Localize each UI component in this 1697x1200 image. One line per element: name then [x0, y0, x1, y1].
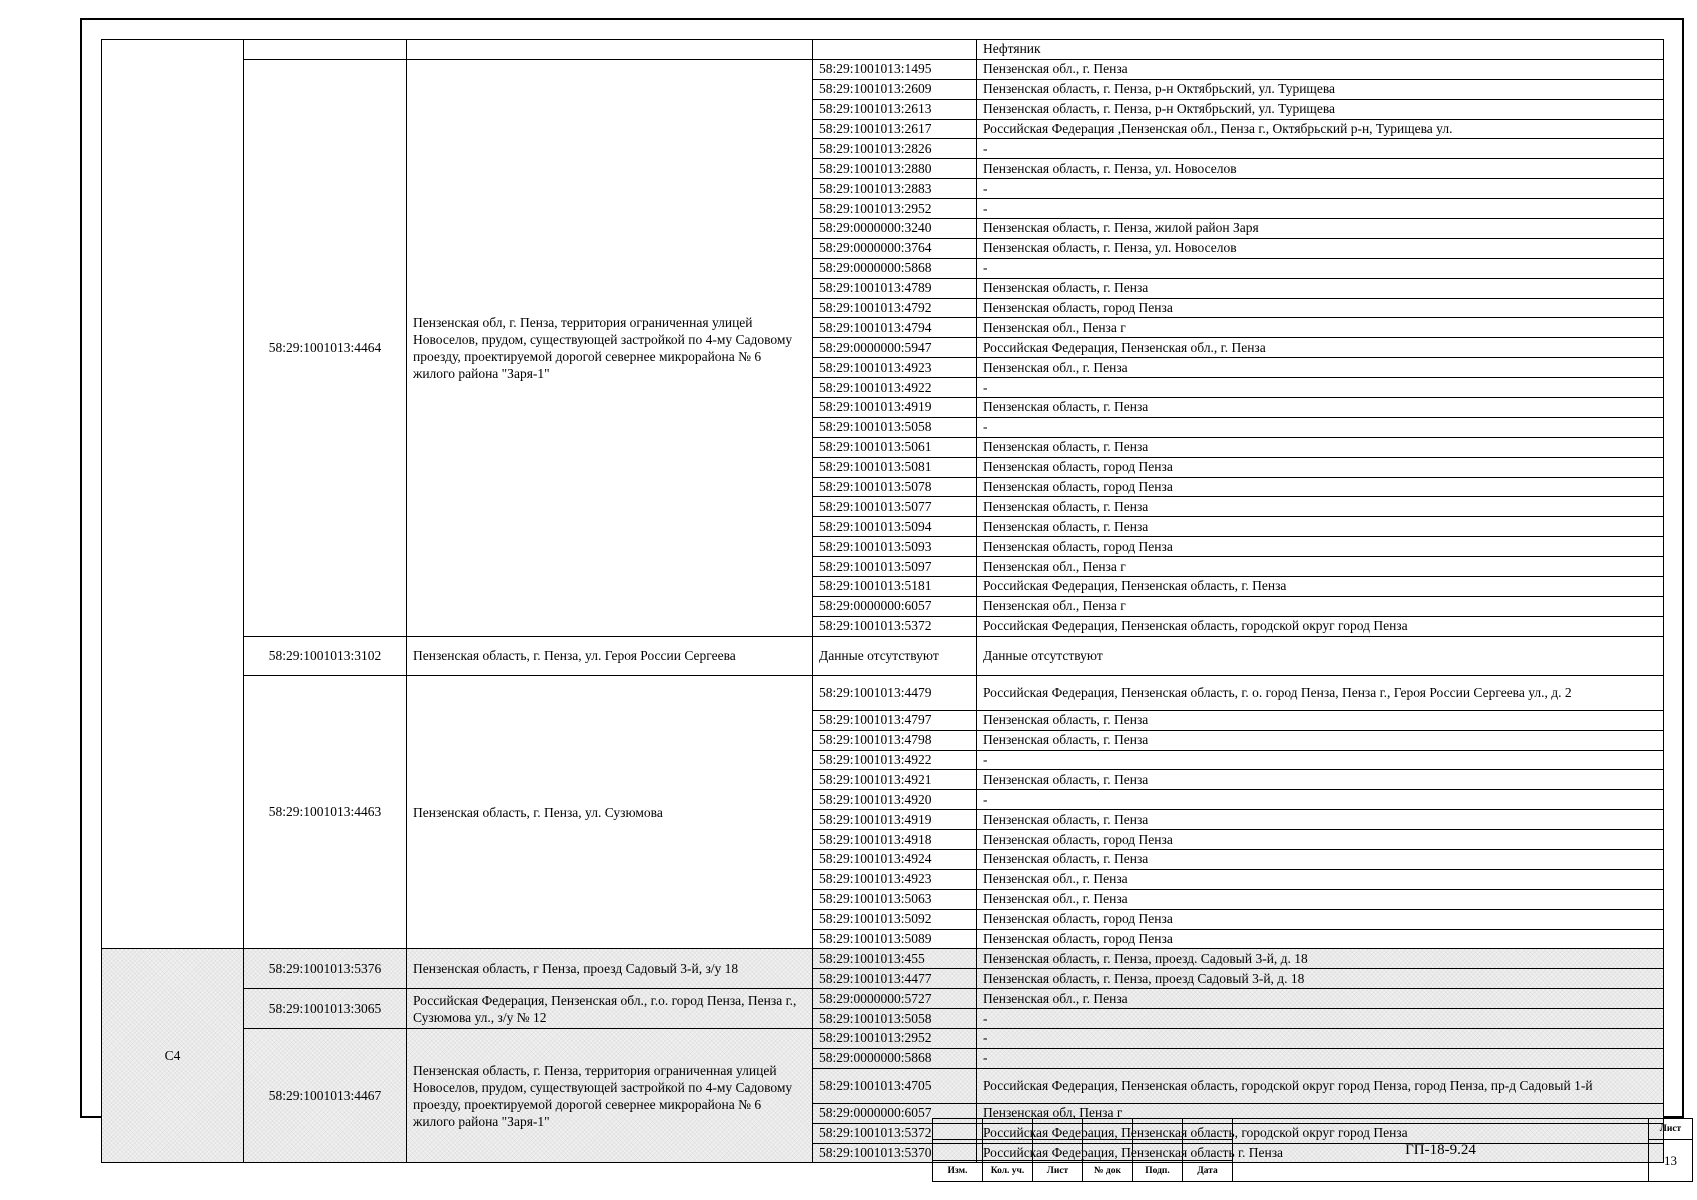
- sub-address: Пензенская область, г. Пенза: [977, 437, 1664, 457]
- parcel-address: Пензенская обл, г. Пенза, территория ограниченная улицей Новоселов, прудом, существующей застройкой по 4-му Садовому проезду, проектируемой дорогой севернее микрорайона № 6 жилого района "Заря-1": [407, 59, 813, 636]
- sub-cadastral-number: 58:29:1001013:5097: [813, 557, 977, 577]
- section-cell: [102, 40, 244, 949]
- stamp-cell: [1183, 1119, 1233, 1140]
- sub-address: Пензенская область, г. Пенза, ул. Новоселов: [977, 238, 1664, 258]
- stamp-cell: [983, 1140, 1033, 1161]
- stamp-cell: [1033, 1140, 1083, 1161]
- sub-address: Пензенская обл., Пенза г: [977, 557, 1664, 577]
- sub-cadastral-number: 58:29:1001013:2952: [813, 199, 977, 219]
- sub-cadastral-number: 58:29:0000000:3240: [813, 219, 977, 239]
- parcel-cadastral-number: 58:29:1001013:4467: [244, 1028, 407, 1162]
- stamp-cell: [933, 1140, 983, 1161]
- sub-address: Российская Федерация, Пензенская область, городской округ город Пенза: [977, 1123, 1664, 1143]
- stamp-cell: [933, 1119, 983, 1140]
- sub-address: Пензенская обл., г. Пенза: [977, 59, 1664, 79]
- sub-address: Пензенская область, город Пенза: [977, 537, 1664, 557]
- sub-address: Пензенская область, город Пенза: [977, 909, 1664, 929]
- sub-cadastral-number: 58:29:1001013:5093: [813, 537, 977, 557]
- sub-address: -: [977, 750, 1664, 770]
- stamp-label-data: Дата: [1183, 1161, 1233, 1182]
- table-row: [102, 949, 1664, 969]
- sub-address: Пензенская область, г. Пенза: [977, 497, 1664, 517]
- stamp-cell: [1083, 1140, 1133, 1161]
- sub-address: Пензенская область, г. Пенза, проезд. Садовый 3-й, д. 18: [977, 949, 1664, 969]
- table-row: [102, 636, 1664, 675]
- stamp-cell: [1033, 1119, 1083, 1140]
- sub-address: Пензенская область, г. Пенза, р-н Октябрьский, ул. Турищева: [977, 79, 1664, 99]
- sub-address: Пензенская область, г. Пенза: [977, 710, 1664, 730]
- stamp-label-ndok: № док: [1083, 1161, 1133, 1182]
- sub-address: Пензенская область, г. Пенза: [977, 517, 1664, 537]
- sub-cadastral-number: 58:29:1001013:5370: [813, 1143, 977, 1163]
- parcel-cadastral-number: 58:29:1001013:4464: [244, 59, 407, 636]
- sub-cadastral-number: 58:29:1001013:455: [813, 949, 977, 969]
- table-row: [102, 59, 1664, 79]
- title-block: [932, 1118, 1693, 1182]
- sub-cadastral-number: 58:29:1001013:1495: [813, 59, 977, 79]
- stamp-label-podp: Подп.: [1133, 1161, 1183, 1182]
- parcel-address: Пензенская область, г. Пенза, ул. Сузюмова: [407, 675, 813, 949]
- sub-cadastral-number: 58:29:1001013:2826: [813, 139, 977, 159]
- stamp-cell: [1133, 1119, 1183, 1140]
- parcel-cadastral-number: 58:29:1001013:3102: [244, 636, 407, 675]
- stamp-label-izm: Изм.: [933, 1161, 983, 1182]
- sub-cadastral-number: 58:29:1001013:2880: [813, 159, 977, 179]
- sub-address: Российская Федерация, Пензенская область, городской округ город Пенза: [977, 616, 1664, 636]
- sub-cadastral-number: [813, 40, 977, 60]
- sub-address: Пензенская область, г. Пенза: [977, 398, 1664, 418]
- sub-cadastral-number: 58:29:1001013:4922: [813, 378, 977, 398]
- sub-cadastral-number: Данные отсутствуют: [813, 636, 977, 675]
- sub-address: Пензенская область, город Пенза: [977, 457, 1664, 477]
- parcel-address: Российская Федерация, Пензенская обл., г.о. город Пенза, Пенза г., Сузюмова ул., з/у № 12: [407, 989, 813, 1029]
- parcel-address: Пензенская область, г. Пенза, территория ограниченная улицей Новоселов, прудом, существующей застройкой по 4-му Садовому проезду, проектируемой дорогой севернее микрорайона № 6 жилого района "Заря-1": [407, 1028, 813, 1162]
- section-label-c4: С4: [102, 949, 244, 1163]
- sub-cadastral-number: 58:29:1001013:5058: [813, 1009, 977, 1029]
- sub-address: Российская Федерация, Пензенская обл., г. Пенза: [977, 338, 1664, 358]
- document-code: ГП-18-9.24: [1233, 1119, 1649, 1182]
- sub-address: Пензенская область, город Пенза: [977, 830, 1664, 850]
- parcel-address: [407, 40, 813, 60]
- sub-address: -: [977, 199, 1664, 219]
- sheet-label: Лист: [1649, 1119, 1693, 1140]
- sub-cadastral-number: 58:29:1001013:4705: [813, 1068, 977, 1103]
- sub-cadastral-number: 58:29:1001013:5094: [813, 517, 977, 537]
- sub-address: Пензенская обл., Пенза г: [977, 596, 1664, 616]
- sub-cadastral-number: 58:29:1001013:5081: [813, 457, 977, 477]
- stamp-label-list: Лист: [1033, 1161, 1083, 1182]
- sub-cadastral-number: 58:29:1001013:5372: [813, 1123, 977, 1143]
- sub-cadastral-number: 58:29:1001013:4477: [813, 969, 977, 989]
- sub-cadastral-number: 58:29:1001013:4798: [813, 730, 977, 750]
- parcels-table: [101, 39, 1664, 1163]
- sub-address: Российская Федерация, Пензенская область, г. о. город Пенза, Пенза г., Героя России Сергеева ул., д. 2: [977, 675, 1664, 710]
- stamp-cell: [983, 1119, 1033, 1140]
- sub-cadastral-number: 58:29:1001013:4924: [813, 849, 977, 869]
- sub-cadastral-number: 58:29:0000000:5868: [813, 1048, 977, 1068]
- sub-cadastral-number: 58:29:1001013:5063: [813, 889, 977, 909]
- table-row: [102, 40, 1664, 60]
- stamp-cell: [1083, 1119, 1133, 1140]
- sub-cadastral-number: 58:29:1001013:2617: [813, 119, 977, 139]
- sub-cadastral-number: 58:29:1001013:4919: [813, 810, 977, 830]
- sub-cadastral-number: 58:29:0000000:6057: [813, 596, 977, 616]
- sub-address: Российская Федерация, Пензенская область г. Пенза: [977, 1143, 1664, 1163]
- parcel-cadastral-number: 58:29:1001013:4463: [244, 675, 407, 949]
- sub-address: -: [977, 258, 1664, 278]
- sub-cadastral-number: 58:29:1001013:4921: [813, 770, 977, 790]
- sub-address: Пензенская область, г. Пенза, ул. Новоселов: [977, 159, 1664, 179]
- sub-address: -: [977, 139, 1664, 159]
- sub-address: -: [977, 378, 1664, 398]
- parcel-cadastral-number: 58:29:1001013:5376: [244, 949, 407, 989]
- sub-cadastral-number: 58:29:1001013:4794: [813, 318, 977, 338]
- sub-cadastral-number: 58:29:1001013:4797: [813, 710, 977, 730]
- sub-address: Российская Федерация, Пензенская область, г. Пенза: [977, 577, 1664, 597]
- stamp-cell: [1133, 1140, 1183, 1161]
- sub-address: Российская Федерация, Пензенская область, городской округ город Пенза, город Пенза, пр-д Садовый 1-й: [977, 1068, 1664, 1103]
- sub-cadastral-number: 58:29:1001013:5078: [813, 477, 977, 497]
- stamp-cell: [1183, 1140, 1233, 1161]
- sub-cadastral-number: 58:29:1001013:4792: [813, 298, 977, 318]
- stamp-label-kol: Кол. уч.: [983, 1161, 1033, 1182]
- sub-cadastral-number: 58:29:0000000:5727: [813, 989, 977, 1009]
- sub-address: Пензенская область, г. Пенза: [977, 730, 1664, 750]
- sub-cadastral-number: 58:29:0000000:5947: [813, 338, 977, 358]
- table-row: [102, 989, 1664, 1009]
- sub-cadastral-number: 58:29:0000000:3764: [813, 238, 977, 258]
- sub-address: -: [977, 179, 1664, 199]
- sub-cadastral-number: 58:29:1001013:4923: [813, 358, 977, 378]
- sub-address: Пензенская область, город Пенза: [977, 298, 1664, 318]
- sub-address: -: [977, 417, 1664, 437]
- sub-address: Пензенская область, г. Пенза, жилой район Заря: [977, 219, 1664, 239]
- table-row: [102, 1028, 1664, 1048]
- parcel-cadastral-number: [244, 40, 407, 60]
- sub-address: -: [977, 1009, 1664, 1029]
- sub-cadastral-number: 58:29:1001013:5077: [813, 497, 977, 517]
- sub-cadastral-number: 58:29:1001013:5181: [813, 577, 977, 597]
- sub-cadastral-number: 58:29:1001013:5058: [813, 417, 977, 437]
- sub-cadastral-number: 58:29:1001013:4923: [813, 869, 977, 889]
- sub-address: Пензенская область, г. Пенза, р-н Октябрьский, ул. Турищева: [977, 99, 1664, 119]
- sub-address: -: [977, 790, 1664, 810]
- sub-address: Пензенская область, г. Пенза: [977, 278, 1664, 298]
- sub-address: Пензенская область, г. Пенза: [977, 810, 1664, 830]
- sub-address: Пензенская обл., г. Пенза: [977, 358, 1664, 378]
- sub-cadastral-number: 58:29:1001013:5089: [813, 929, 977, 949]
- parcel-address: Пензенская область, г. Пенза, ул. Героя России Сергеева: [407, 636, 813, 675]
- sub-address: -: [977, 1028, 1664, 1048]
- sub-cadastral-number: 58:29:1001013:5372: [813, 616, 977, 636]
- sub-address: Пензенская область, г. Пенза: [977, 770, 1664, 790]
- sub-cadastral-number: 58:29:1001013:4789: [813, 278, 977, 298]
- sub-address: Российская Федерация ,Пензенская обл., Пенза г., Октябрьский р-н, Турищева ул.: [977, 119, 1664, 139]
- sub-cadastral-number: 58:29:0000000:6057: [813, 1103, 977, 1123]
- sub-address: Пензенская обл., г. Пенза: [977, 869, 1664, 889]
- table-row: [102, 675, 1664, 710]
- sub-cadastral-number: 58:29:1001013:4479: [813, 675, 977, 710]
- sub-address: Пензенская область, г. Пенза: [977, 849, 1664, 869]
- sub-cadastral-number: 58:29:1001013:4919: [813, 398, 977, 418]
- sub-address: Пензенская обл., г. Пенза: [977, 989, 1664, 1009]
- sub-cadastral-number: 58:29:1001013:4918: [813, 830, 977, 850]
- sub-cadastral-number: 58:29:0000000:5868: [813, 258, 977, 278]
- sub-address: Пензенская область, город Пенза: [977, 929, 1664, 949]
- sub-cadastral-number: 58:29:1001013:2883: [813, 179, 977, 199]
- sub-address: Пензенская обл., Пенза г: [977, 318, 1664, 338]
- sub-address: -: [977, 1048, 1664, 1068]
- parcel-address: Пензенская область, г Пенза, проезд Садовый 3-й, з/у 18: [407, 949, 813, 989]
- sheet-number: 13: [1649, 1140, 1693, 1182]
- sub-address: Нефтяник: [977, 40, 1664, 60]
- sub-cadastral-number: 58:29:1001013:4920: [813, 790, 977, 810]
- sub-cadastral-number: 58:29:1001013:4922: [813, 750, 977, 770]
- sub-cadastral-number: 58:29:1001013:2613: [813, 99, 977, 119]
- sub-cadastral-number: 58:29:1001013:5092: [813, 909, 977, 929]
- sub-address: Пензенская область, г. Пенза, проезд Садовый 3-й, д. 18: [977, 969, 1664, 989]
- sub-address: Пензенская обл, Пенза г: [977, 1103, 1664, 1123]
- sub-address: Пензенская область, город Пенза: [977, 477, 1664, 497]
- sub-cadastral-number: 58:29:1001013:2952: [813, 1028, 977, 1048]
- sub-address: Пензенская обл., г. Пенза: [977, 889, 1664, 909]
- parcel-cadastral-number: 58:29:1001013:3065: [244, 989, 407, 1029]
- sub-address: Данные отсутствуют: [977, 636, 1664, 675]
- sub-cadastral-number: 58:29:1001013:5061: [813, 437, 977, 457]
- sub-cadastral-number: 58:29:1001013:2609: [813, 79, 977, 99]
